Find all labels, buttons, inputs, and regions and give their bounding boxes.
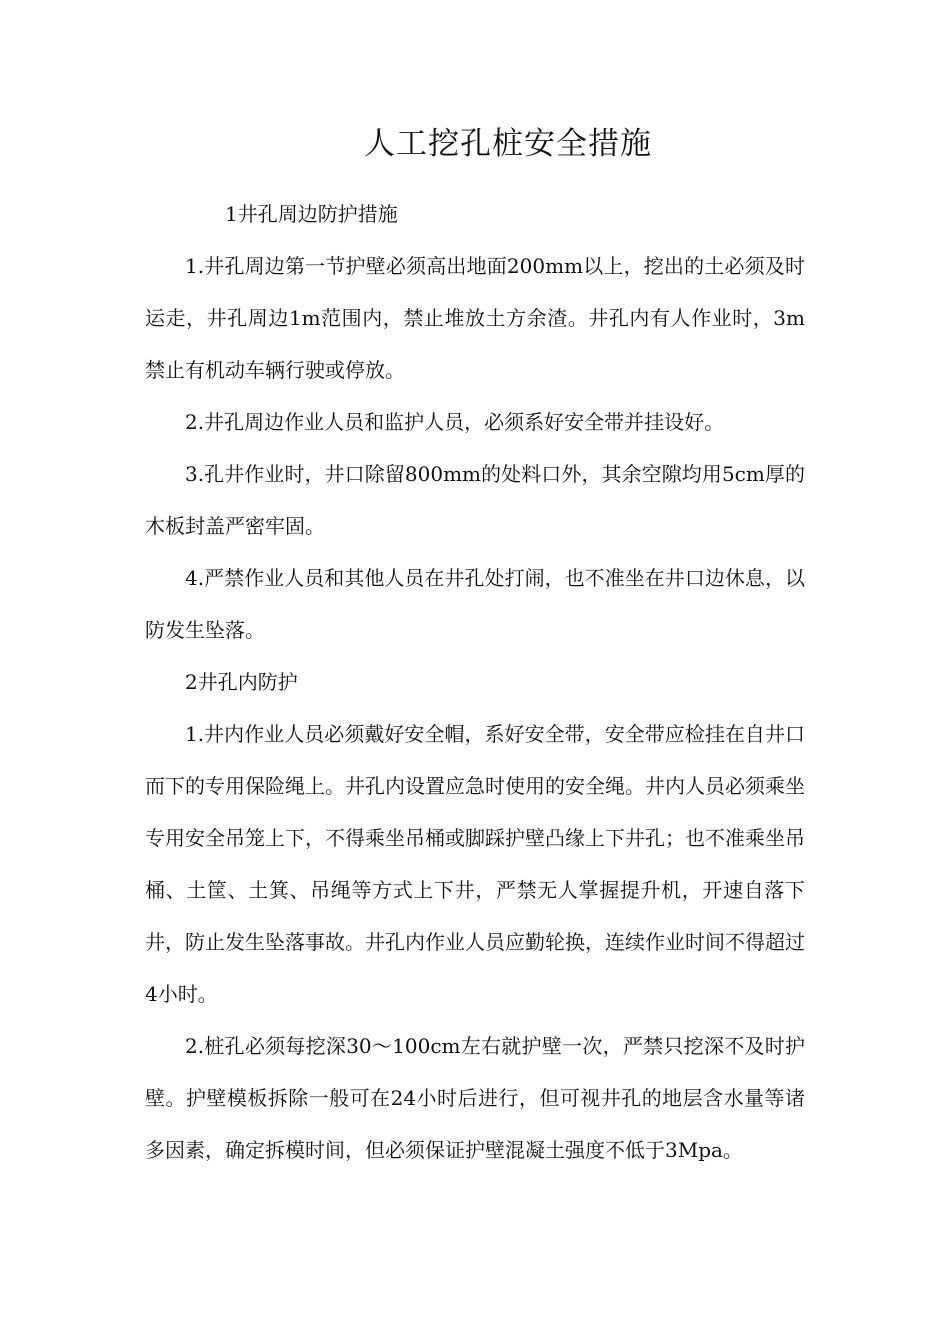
section-heading-2: 2井孔内防护 bbox=[185, 670, 298, 694]
paragraph-2-2: 2.桩孔必须每挖深30～100cm左右就护壁一次，严禁只挖深不及时护壁。护壁模板拆除一般可在24小时后进行，但可视井孔的地层含水量等诸多因素，确定拆模时间，但必须保证护壁混凝土强度不低于3Mpa。 bbox=[145, 1034, 805, 1162]
section-heading-1: 1井孔周边防护措施 bbox=[225, 202, 398, 226]
document-body bbox=[145, 188, 805, 1176]
paragraph-1-1: 1.井孔周边第一节护壁必须高出地面200mm以上，挖出的土必须及时运走，井孔周边1m范围内，禁止堆放土方余渣。井孔内有人作业时，3m禁止有机动车辆行驶或停放。 bbox=[145, 254, 805, 382]
paragraph-2-1: 1.井内作业人员必须戴好安全帽，系好安全带，安全带应检挂在自井口而下的专用保险绳上。井孔内设置应急时使用的安全绳。井内人员必须乘坐专用安全吊笼上下，不得乘坐吊桶或脚踩护壁凸缘上下井孔；也不准乘坐吊桶、土筐、土箕、吊绳等方式上下井，严禁无人掌握提升机，开速自落下井，防止发生坠落事故。井孔内作业人员应勤轮换，连续作业时间不得超过4小时。 bbox=[145, 722, 805, 1006]
paragraph-1-3: 3.孔井作业时，井口除留800mm的处料口外，其余空隙均用5cm厚的木板封盖严密牢固。 bbox=[145, 462, 805, 538]
document-title: 人工挖孔桩安全措施 bbox=[364, 126, 652, 162]
paragraph-1-2: 2.井孔周边作业人员和监护人员，必须系好安全带并挂设好。 bbox=[185, 410, 725, 434]
paragraph-1-4: 4.严禁作业人员和其他人员在井孔处打闹，也不准坐在井口边休息，以防发生坠落。 bbox=[145, 566, 805, 642]
